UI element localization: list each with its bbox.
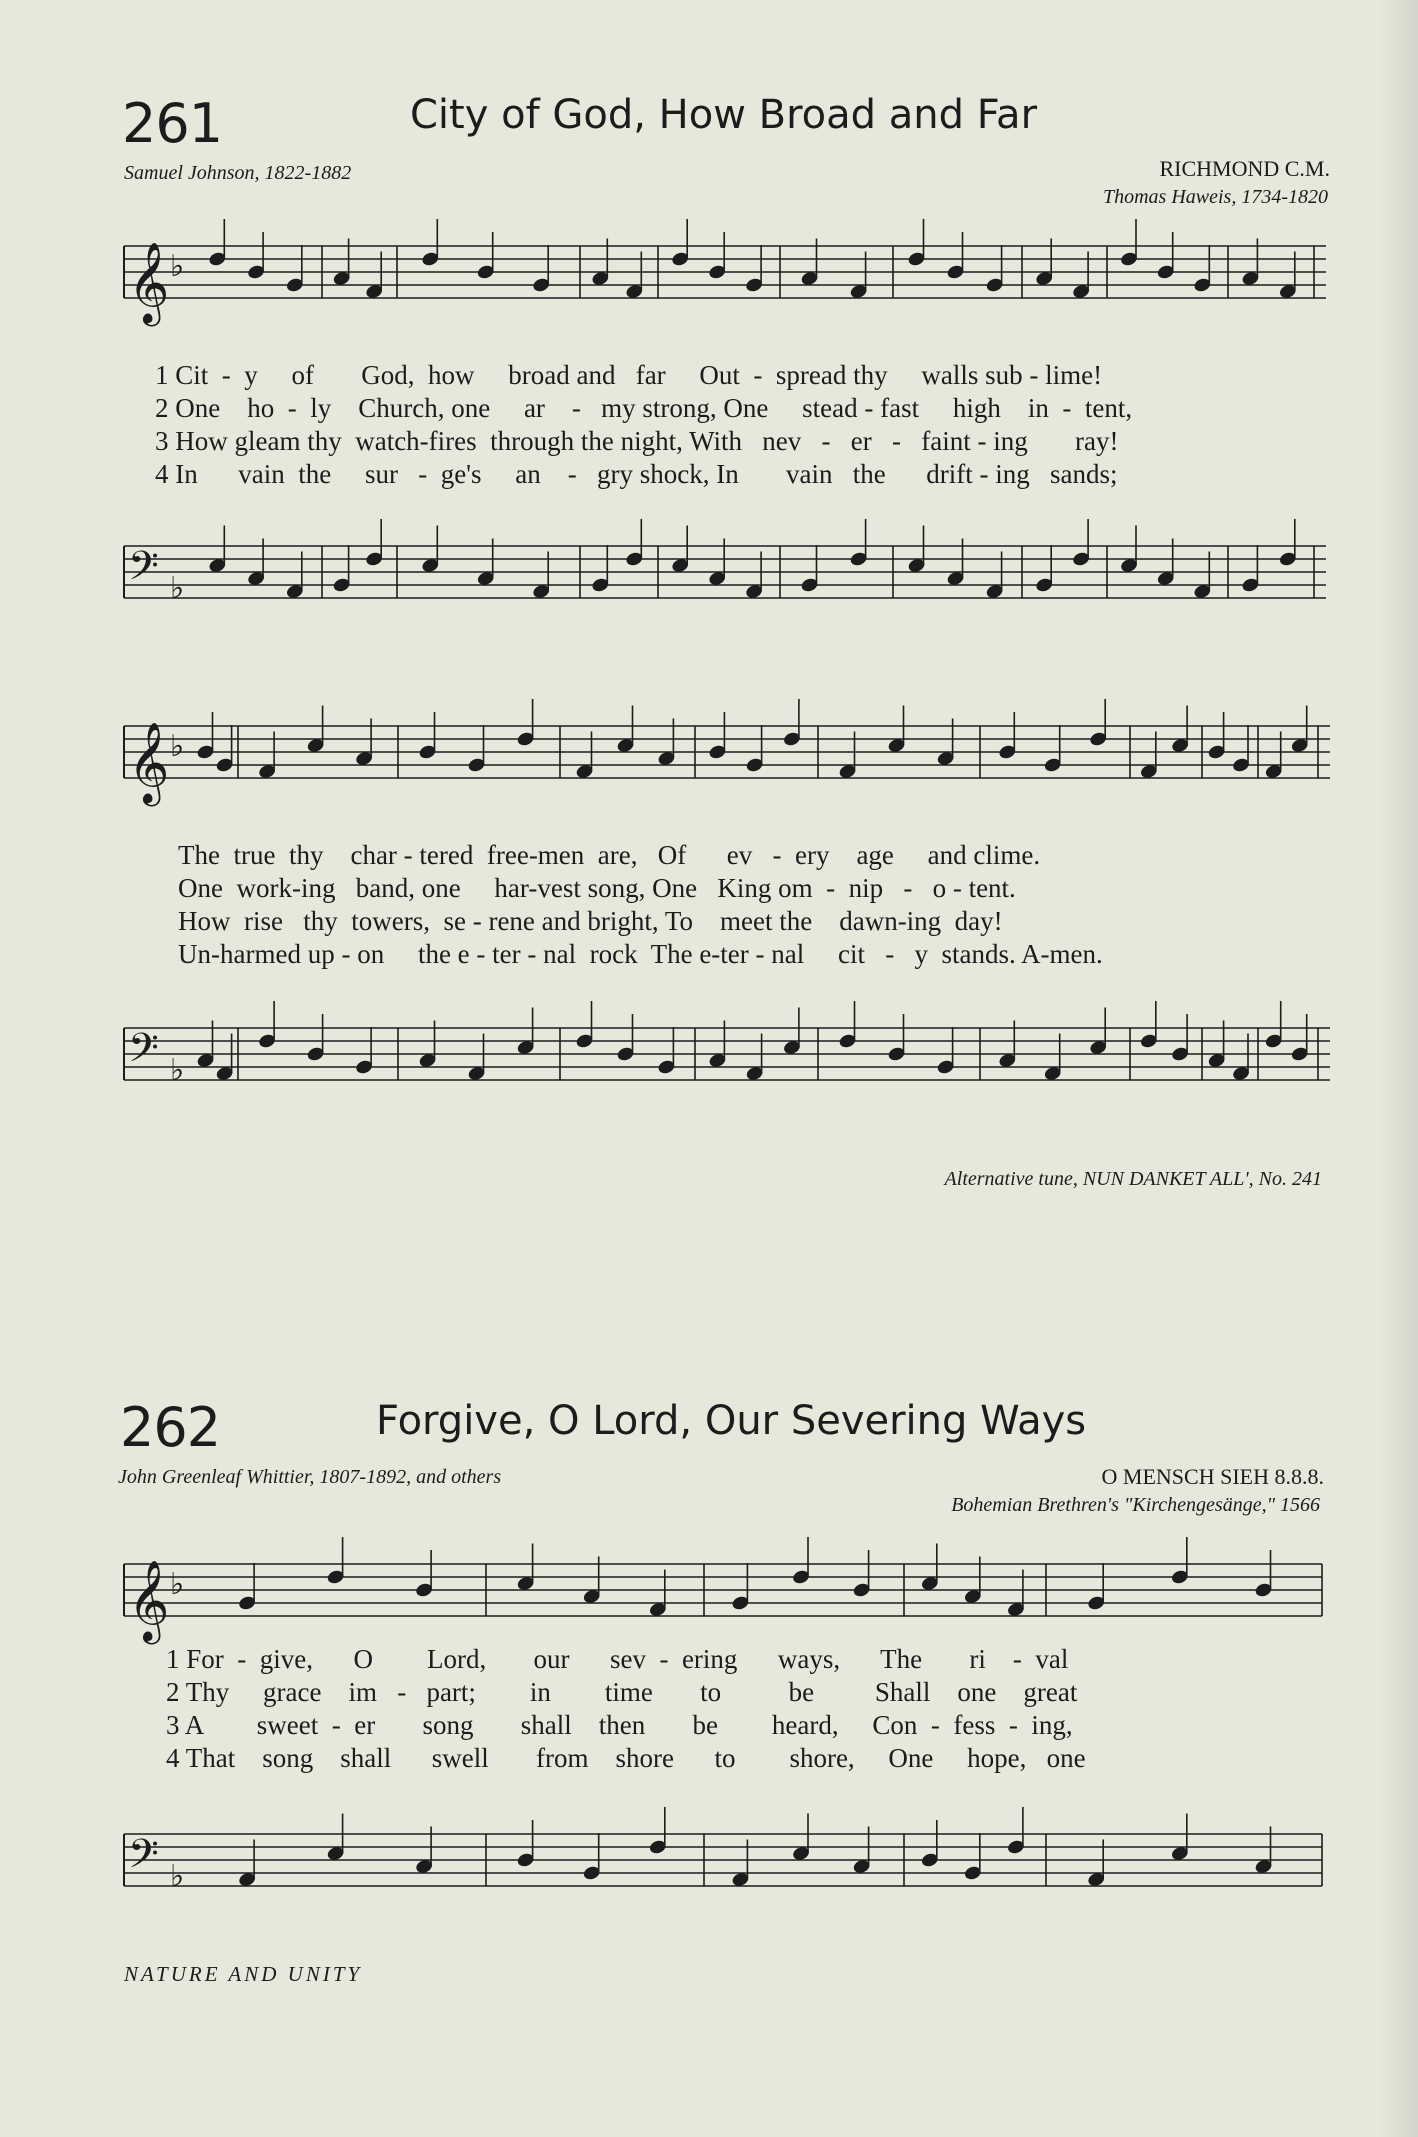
- tune-composer: Thomas Haweis, 1734-1820: [1102, 186, 1328, 208]
- treble-clef-icon: 𝄞: [128, 241, 170, 323]
- hymn-author: John Greenleaf Whittier, 1807-1892, and others: [118, 1466, 502, 1488]
- treble-staff: [124, 1559, 1322, 1644]
- tune-composer: Bohemian Brethren's "Kirchengesänge," 1566: [951, 1494, 1320, 1516]
- lyric-line: 4 In vain the sur - ge's an - gry shock, In vain the drift - ing sands;: [155, 459, 1118, 489]
- hymn-title: City of God, How Broad and Far: [410, 92, 1038, 138]
- bass-staff: [124, 1831, 1322, 1893]
- lyric-line: 2 One ho - ly Church, one ar - my strong, One stead - fast high in - tent,: [155, 393, 1133, 423]
- hymn-number: 261: [122, 92, 223, 155]
- lyric-line: One work-ing band, one har-vest song, One King om - nip - o - tent.: [178, 873, 1016, 903]
- hymn-author: Samuel Johnson, 1822-1882: [124, 162, 352, 184]
- bass-clef-icon: 𝄢: [128, 1025, 159, 1081]
- treble-clef-icon: 𝄞: [128, 721, 170, 803]
- lyric-line: 4 That song shall swell from shore to shore, One hope, one: [166, 1743, 1086, 1773]
- alternative-tune-note: Alternative tune, NUN DANKET ALL', No. 241: [944, 1168, 1322, 1190]
- tune-name: O MENSCH SIEH 8.8.8.: [1101, 1464, 1324, 1489]
- flat-key-signature-icon: ♭: [170, 1054, 185, 1087]
- lyric-line: 3 A sweet - er song shall then be heard, Con - fess - ing,: [166, 1710, 1073, 1740]
- lyric-line: 1 For - give, O Lord, our sev - ering ways, The ri - val: [166, 1644, 1069, 1674]
- treble-clef-icon: 𝄞: [128, 1559, 170, 1641]
- bass-clef-icon: 𝄢: [128, 543, 159, 599]
- lyric-line: 1 Cit - y of God, how broad and far Out - spread thy walls sub - lime!: [155, 360, 1103, 390]
- flat-key-signature-icon: ♭: [170, 250, 185, 283]
- lyric-line: 2 Thy grace im - part; in time to be Shall one great: [166, 1677, 1078, 1707]
- hymn-title: Forgive, O Lord, Our Severing Ways: [376, 1398, 1087, 1444]
- lyric-line: Un-harmed up - on the e - ter - nal rock The e-ter - nal cit - y stands. A-men.: [178, 939, 1103, 969]
- hymn-number: 262: [120, 1396, 221, 1459]
- treble-staff: [124, 721, 1330, 806]
- bass-staff: [124, 1025, 1330, 1087]
- lyric-line: The true thy char - tered free-men are, Of ev - ery age and clime.: [178, 840, 1041, 870]
- lyric-line: 3 How gleam thy watch-fires through the night, With nev - er - faint - ing ray!: [155, 426, 1119, 456]
- flat-key-signature-icon: ♭: [170, 1860, 185, 1893]
- section-footer: NATURE AND UNITY: [124, 1962, 363, 1986]
- bass-clef-icon: 𝄢: [128, 1831, 159, 1887]
- flat-key-signature-icon: ♭: [170, 572, 185, 605]
- flat-key-signature-icon: ♭: [170, 730, 185, 763]
- tune-name: RICHMOND C.M.: [1159, 156, 1330, 181]
- lyric-line: How rise thy towers, se - rene and bright, To meet the dawn-ing day!: [178, 906, 1003, 936]
- flat-key-signature-icon: ♭: [170, 1568, 185, 1601]
